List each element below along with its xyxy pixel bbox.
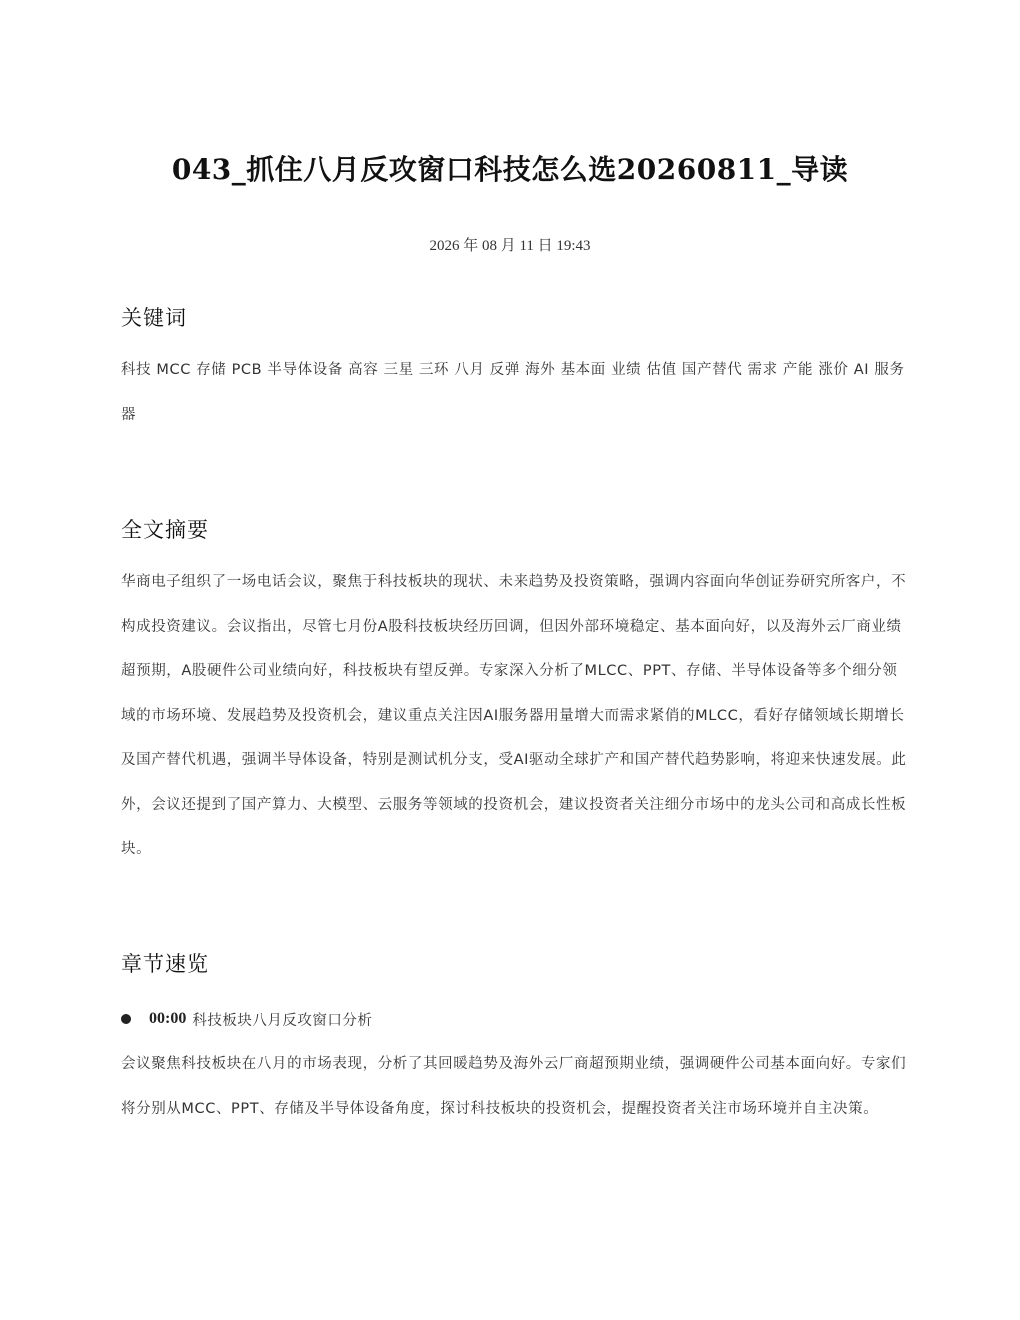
summary-text: 华商电子组织了一场电话会议，聚焦于科技板块的现状、未来趋势及投资策略，强调内容面向华创证券研究所客户，不构成投资建议。会议指出，尽管七月份A股科技板块经历回调，但因外部环境稳定、基本面向好，以及海外云厂商业绩超预期，A股硬件公司业绩向好，科技板块有望反弹。专家深入分析了MLCC、PPT、存储、半导体设备等多个细分领域的市场环境、发展趋势及投资机会，建议重点关注因AI服务器用量增大而需求紧俏的MLCC，看好存储领域长期增长及国产替代机遇，强调半导体设备，特别是测试机分支，受AI驱动全球扩产和国产替代趋势影响，将迎来快速发展。此外，会议还提到了国产算力、大模型、云服务等领域的投资机会，建议投资者关注细分市场中的龙头公司和高成长性板块。 [121, 574, 907, 857]
document-title: 043_抓住八月反攻窗口科技怎么选20260811_导读 [171, 153, 849, 186]
keywords-heading: 关键词 [121, 306, 187, 330]
document-date: 2026 年 08 月 11 日 19:43 [429, 238, 591, 254]
chapter-item [121, 1006, 372, 1032]
chapter-time: 00:00 [149, 1010, 187, 1027]
chapter-title: 科技板块八月反攻窗口分析 [192, 1012, 373, 1029]
keywords-text: 科技 MCC 存储 PCB 半导体设备 高容 三星 三环 八月 反弹 海外 基本面 业绩 估值 国产替代 需求 产能 涨价 AI 服务器 [121, 362, 905, 423]
chapter-body: 会议聚焦科技板块在八月的市场表现，分析了其回暖趋势及海外云厂商超预期业绩，强调硬件公司基本面向好。专家们将分别从MCC、PPT、存储及半导体设备角度，探讨科技板块的投资机会，提醒投资者关注市场环境并自主决策。 [121, 1056, 907, 1117]
summary-heading: 全文摘要 [121, 518, 209, 542]
bullet-icon [121, 1014, 131, 1024]
chapters-heading: 章节速览 [121, 952, 209, 976]
